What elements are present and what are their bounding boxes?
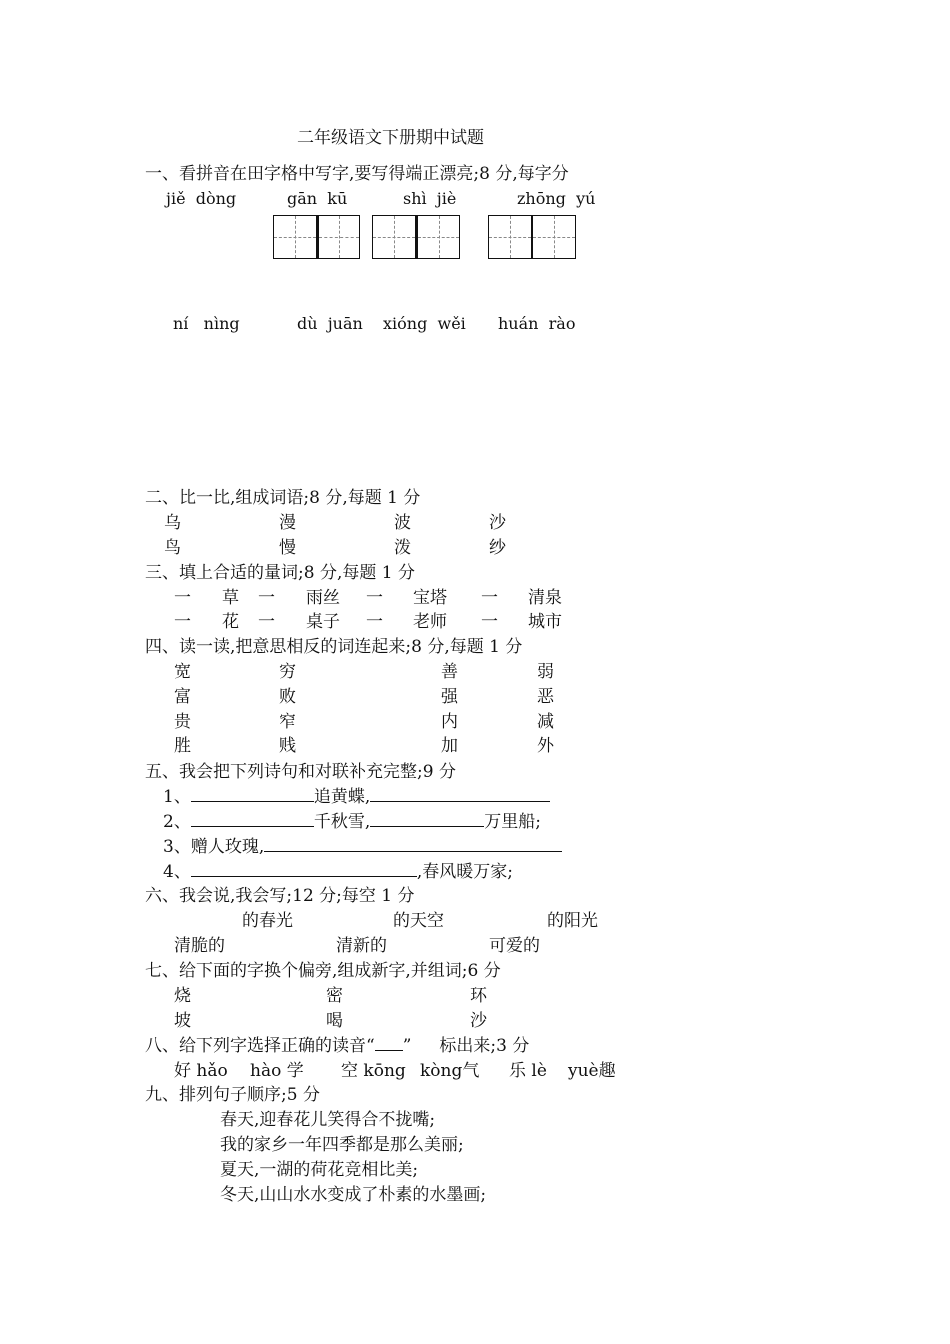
measure-item: 一	[481, 612, 498, 632]
phrase-item: 的阳光	[547, 911, 598, 931]
measure-item: 草	[222, 588, 239, 608]
poem-line-4	[163, 862, 513, 882]
section-1-heading: 一、看拼音在田字格中写字,要写得端正漂亮;8 分,每字分	[145, 164, 569, 184]
pinyin-3: shì jiè	[403, 189, 457, 208]
antonym-char[interactable]: 弱	[537, 662, 554, 682]
pinyin-4: zhōng yú	[517, 189, 596, 208]
section-3-heading: 三、填上合适的量词;8 分,每题 1 分	[145, 563, 415, 583]
heading-text: ”	[402, 1036, 412, 1056]
reading-option[interactable]: yuè趣	[568, 1061, 616, 1081]
poem-text: 追黄蝶,	[313, 787, 371, 807]
phrase-item: 可爱的	[489, 936, 540, 956]
section-5-heading: 五、我会把下列诗句和对联补充完整;9 分	[145, 762, 456, 782]
sentence-item: 春天,迎春花儿笑得合不拢嘴;	[220, 1110, 436, 1130]
antonym-char[interactable]: 穷	[279, 662, 296, 682]
fill-blank[interactable]	[191, 862, 417, 877]
phrase-item: 的春光	[242, 911, 293, 931]
measure-item: 清泉	[528, 588, 562, 608]
measure-item: 一	[174, 588, 191, 608]
measure-item: 雨丝	[306, 588, 340, 608]
fill-blank[interactable]	[264, 837, 562, 852]
antonym-char[interactable]: 强	[441, 687, 458, 707]
section-4-heading: 四、读一读,把意思相反的词连起来;8 分,每题 1 分	[145, 637, 523, 657]
phrase-item: 清新的	[336, 936, 387, 956]
antonym-char[interactable]: 加	[441, 736, 458, 756]
measure-item: 一	[481, 588, 498, 608]
tianzige-box[interactable]	[416, 215, 460, 259]
poem-text: 3、赠人玫瑰,	[163, 837, 265, 857]
word-char: 泼	[394, 538, 411, 558]
line-number: 1、	[163, 787, 191, 807]
radical-char: 喝	[326, 1011, 343, 1031]
section-7-heading: 七、给下面的字换个偏旁,组成新字,并组词;6 分	[145, 961, 501, 981]
section-8-heading	[145, 1036, 529, 1056]
word-char: 乌	[164, 513, 181, 533]
sentence-item: 我的家乡一年四季都是那么美丽;	[220, 1135, 464, 1155]
measure-item: 花	[222, 612, 239, 632]
poem-line-2	[163, 812, 541, 832]
measure-item: 一	[258, 612, 275, 632]
fill-blank[interactable]	[370, 787, 550, 802]
fill-blank[interactable]	[370, 812, 484, 827]
tianzige-box[interactable]	[273, 215, 317, 259]
tianzige-box[interactable]	[532, 215, 576, 259]
poem-text: 千秋雪,	[313, 812, 371, 832]
antonym-char[interactable]: 胜	[174, 736, 191, 756]
antonym-char[interactable]: 外	[537, 736, 554, 756]
phrase-item: 清脆的	[174, 936, 225, 956]
measure-item: 老师	[413, 612, 447, 632]
line-number: 4、	[163, 862, 191, 882]
section-2-heading: 二、比一比,组成词语;8 分,每题 1 分	[145, 488, 421, 508]
fill-blank[interactable]	[191, 812, 314, 827]
radical-char: 坡	[174, 1011, 191, 1031]
pinyin-8: huán rào	[498, 314, 576, 333]
word-char: 鸟	[164, 538, 181, 558]
antonym-char[interactable]: 恶	[537, 687, 554, 707]
sentence-item: 冬天,山山水水变成了朴素的水墨画;	[220, 1185, 487, 1205]
antonym-char[interactable]: 贵	[174, 712, 191, 732]
fill-blank[interactable]	[191, 787, 314, 802]
underline-sample	[375, 1036, 403, 1051]
antonym-char[interactable]: 贱	[279, 736, 296, 756]
word-char: 波	[394, 513, 411, 533]
section-9-heading: 九、排列句子顺序;5 分	[145, 1085, 320, 1105]
antonym-char[interactable]: 减	[537, 712, 554, 732]
heading-text: 八、给下列字选择正确的读音“	[145, 1036, 375, 1056]
antonym-char[interactable]: 败	[279, 687, 296, 707]
tianzige-box[interactable]	[316, 215, 360, 259]
radical-char: 密	[326, 986, 343, 1006]
antonym-char[interactable]: 内	[441, 712, 458, 732]
measure-item: 一	[366, 612, 383, 632]
measure-item: 一	[258, 588, 275, 608]
page-title: 二年级语文下册期中试题	[297, 128, 484, 148]
reading-option[interactable]: 空 kōng	[341, 1061, 406, 1081]
sentence-item: 夏天,一湖的荷花竞相比美;	[220, 1160, 419, 1180]
poem-line-3	[163, 837, 562, 857]
antonym-char[interactable]: 宽	[174, 662, 191, 682]
pinyin-2: gān kū	[287, 189, 348, 208]
radical-char: 环	[470, 986, 487, 1006]
reading-option[interactable]: kòng气	[420, 1061, 480, 1081]
antonym-char[interactable]: 窄	[279, 712, 296, 732]
poem-text: ,春风暖万家;	[416, 862, 513, 882]
phrase-item: 的天空	[393, 911, 444, 931]
tianzige-box[interactable]	[488, 215, 532, 259]
pinyin-6: dù juān	[297, 314, 363, 333]
pinyin-7: xióng wěi	[383, 314, 466, 333]
reading-option[interactable]: hào 学	[250, 1061, 304, 1081]
word-char: 漫	[279, 513, 296, 533]
measure-item: 一	[366, 588, 383, 608]
word-char: 慢	[279, 538, 296, 558]
poem-line-1	[163, 787, 550, 807]
heading-text: 标出来;3 分	[439, 1036, 530, 1056]
tianzige-box[interactable]	[372, 215, 416, 259]
reading-option[interactable]: 好 hǎo	[174, 1061, 228, 1081]
line-number: 2、	[163, 812, 191, 832]
measure-item: 宝塔	[413, 588, 447, 608]
pinyin-5: ní nìng	[173, 314, 240, 333]
word-char: 沙	[489, 513, 506, 533]
section-6-heading: 六、我会说,我会写;12 分;每空 1 分	[145, 886, 415, 906]
poem-text: 万里船;	[484, 812, 541, 832]
word-char: 纱	[489, 538, 506, 558]
reading-option[interactable]: 乐 lè	[509, 1061, 547, 1081]
radical-char: 沙	[470, 1011, 487, 1031]
measure-item: 桌子	[306, 612, 340, 632]
radical-char: 烧	[174, 986, 191, 1006]
antonym-char[interactable]: 富	[174, 687, 191, 707]
pinyin-1: jiě dòng	[166, 189, 237, 208]
antonym-char[interactable]: 善	[441, 662, 458, 682]
measure-item: 一	[174, 612, 191, 632]
measure-item: 城市	[528, 612, 562, 632]
